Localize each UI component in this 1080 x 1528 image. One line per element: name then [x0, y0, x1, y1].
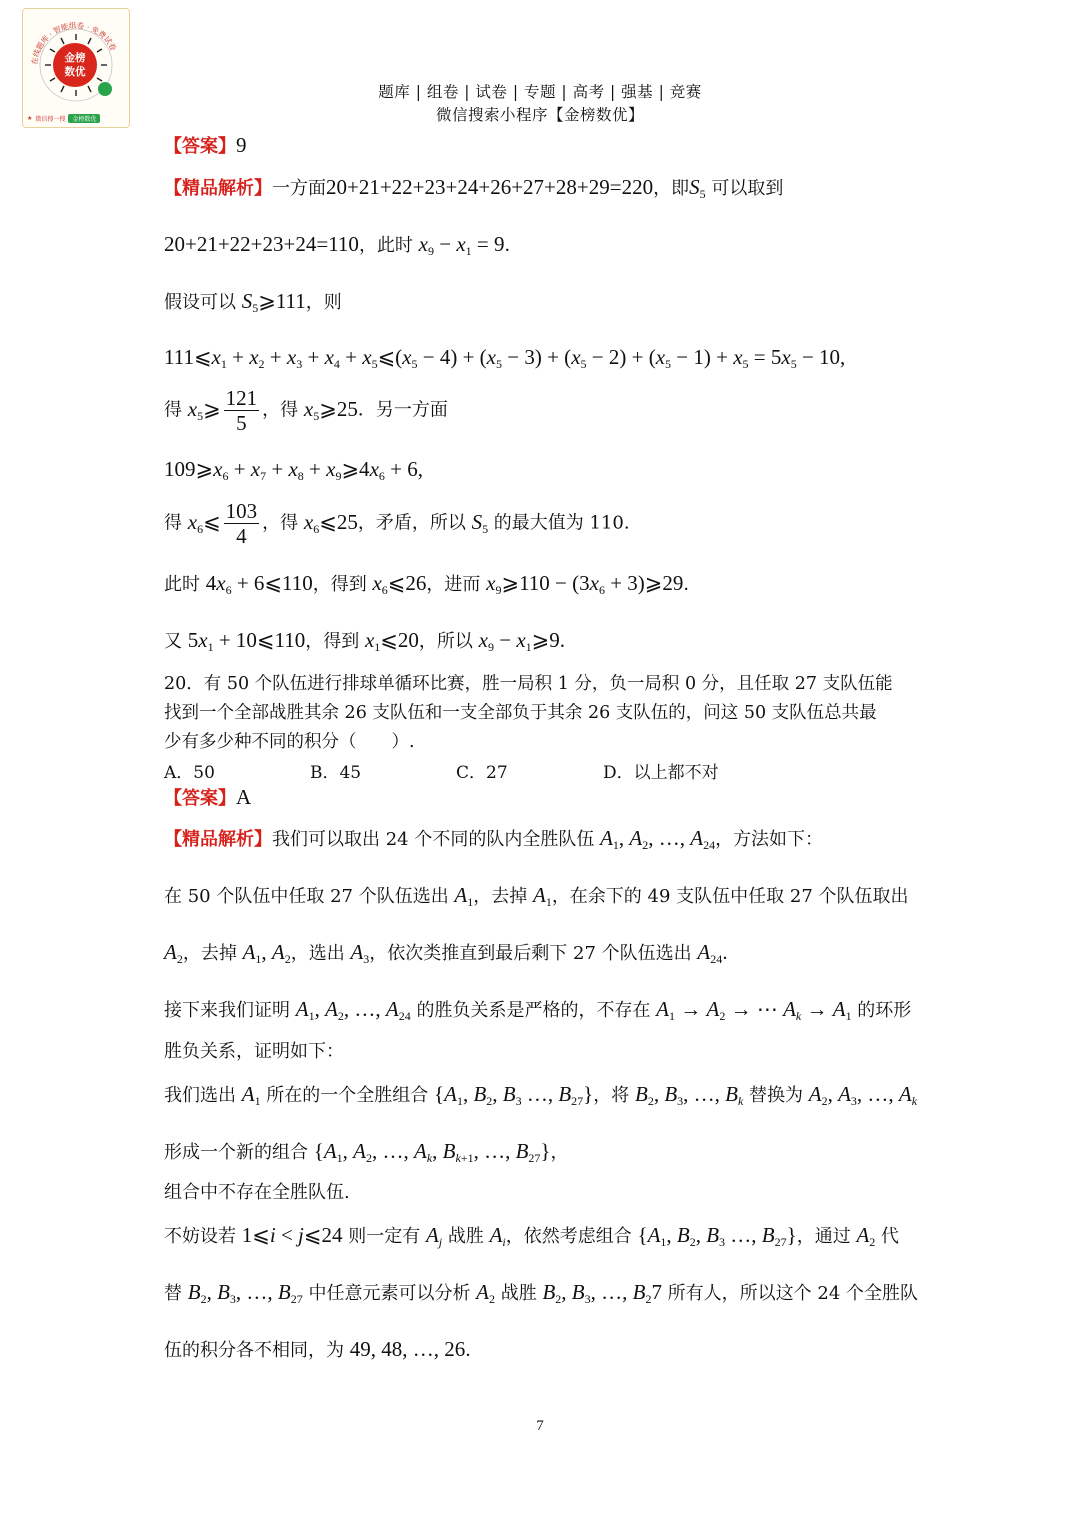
- q19-analysis-line9: 又 $5x_1$ + 10⩽110，得到 $x_1⩽20$，所以 $x_9$ − $x_1⩾9$.: [164, 628, 565, 654]
- q20-option-d: D．以上都不对: [603, 763, 719, 783]
- q19-analysis-line6: $109⩾x_6 + x_7 + x_8$ + $x_9⩾4x_6 + 6$,: [164, 457, 423, 483]
- q19-analysis-line2: 20+21+22+23+24=110，此时 $x_9 - x_1 = 9$．: [164, 232, 523, 258]
- q20-analysis-line3: $A_2$，去掉 $A_1$, $A_2$，选出 $A_3$，依次类推直到最后剩下 27 个队伍选出 $A_{24}$．: [164, 940, 741, 966]
- q20-analysis-line8: 组合中不存在全胜队伍.: [164, 1182, 350, 1203]
- q20-analysis-line11: 伍的积分各不相同，为 49, 48, …, 26．: [164, 1337, 484, 1361]
- q19-analysis-line5: 得 $x_5⩾$ $\frac{121}{5}$ ，得 $x_5⩾25$．另一方面: [164, 386, 448, 435]
- q20-option-a: A．50: [164, 763, 215, 783]
- q20-option-b: B．45: [310, 763, 362, 783]
- q20-stem-line3: 少有多少种不同的积分（ ）.: [164, 732, 415, 752]
- q19-analysis-line7: 得 $x_6⩽$ $\frac{103}{4}$ ，得 $x_6⩽25$，矛盾，所以 $S_5$ 的最大值为 110.: [164, 499, 630, 548]
- q20-option-c: C．27: [456, 763, 508, 783]
- answer-value: A: [236, 785, 252, 809]
- q19-answer: [164, 132, 247, 160]
- logo-badge-line1: 金榜: [64, 52, 86, 64]
- q19-analysis-line1: 【精品解析】一方面20+21+22+23+24+26+27+28+29=220，即$S_5$ 可以取到: [164, 175, 784, 201]
- q20-analysis-line7: 形成一个新的组合 {$A_1$, $A_2$, …, $A_k$, $B_{k+1}$, …, $B_{27}$}，: [164, 1139, 569, 1165]
- q20-analysis-line9: 不妨设若 1⩽i < j⩽24 则一定有 $A_j$ 战胜 $A_i$，依然考虑组合 {$A_1$, $B_2$, $B_3$ …, $B_{27}$}，通过 $A_2$ 代: [164, 1223, 900, 1249]
- logo-arc-text: 在线题库 · 智能组卷 · 免费试卷: [29, 20, 119, 66]
- analysis-tag: 【精品解析】: [164, 829, 272, 850]
- q19-analysis-line8: 此时 $4x_6$ + 6⩽110，得到 $x_6⩽26$，进而 $x_9⩾110 - (3x_6$ + 3)⩾29．: [164, 571, 702, 597]
- q20-analysis-line6: 我们选出 $A_1$ 所在的一个全胜组合 {$A_1$, $B_2$, $B_3$ …, $B_{27}$}，将 $B_2$, $B_3$, …, $B_k$ 替换为 $A_2$, $A_3$, …, $A_k$: [164, 1082, 918, 1108]
- q20-stem-line2: 找到一个全部战胜其余 26 支队伍和一支全部负于其余 26 支队伍的，问这 50 支队伍总共最: [164, 703, 877, 723]
- logo-badge-line2: 数优: [64, 66, 86, 78]
- q20-analysis-line1: 【精品解析】我们可以取出 24 个不同的队内全胜队伍 $A_1$, $A_2$, …, $A_{24}$，方法如下：: [164, 826, 824, 852]
- analysis-tag: 【精品解析】: [164, 178, 272, 199]
- answer-value: 9: [236, 133, 247, 157]
- logo-footer-right: 金榜数优: [68, 114, 100, 123]
- page-number: 7: [536, 1418, 544, 1434]
- star-icon: ★: [27, 114, 33, 122]
- q20-answer: [164, 784, 251, 812]
- q20-analysis-line4: 接下来我们证明 $A_1$, $A_2$, …, $A_{24}$ 的胜负关系是严格的，不存在 $A_1 \to A_2$ → ⋯ $A_k \to A_1$ 的环形: [164, 997, 912, 1023]
- header-nav: 题库 | 组卷 | 试卷 | 专题 | 高考 | 强基 | 竞赛: [378, 83, 702, 101]
- answer-tag: 【答案】: [164, 136, 236, 157]
- answer-tag: 【答案】: [164, 788, 236, 809]
- logo-footer-left: 微信搜一搜: [35, 115, 66, 123]
- q20-stem-line1: 20．有 50 个队伍进行排球单循环比赛，胜一局积 1 分，负一局积 0 分，且任取 27 支队伍能: [164, 674, 893, 694]
- q20-analysis-line5: 胜负关系，证明如下：: [164, 1041, 344, 1062]
- q19-analysis-line3: 假设可以 $S_5⩾111$，则: [164, 289, 342, 315]
- q20-analysis-line10: 替 $B_2$, $B_3$, …, $B_{27}$ 中任意元素可以分析 $A_2$ 战胜 $B_2$, $B_3$, …, $B_27$ 所有人，所以这个 24 个全胜队: [164, 1280, 919, 1306]
- q19-analysis-line4: $111⩽x_1 + x_2 + x_3 + x_4$ + $x_5⩽(x_5 - 4) + (x_5 - 3) + (x_5 - 2) + (x_5 - 1) + x_5 = 5x_5 - 10$,: [164, 345, 846, 371]
- q20-analysis-line2: 在 50 个队伍中任取 27 个队伍选出 $A_1$，去掉 $A_1$，在余下的 49 支队伍中任取 27 个队伍取出: [164, 883, 909, 909]
- header-mini-program: 微信搜索小程序【金榜数优】: [435, 106, 644, 124]
